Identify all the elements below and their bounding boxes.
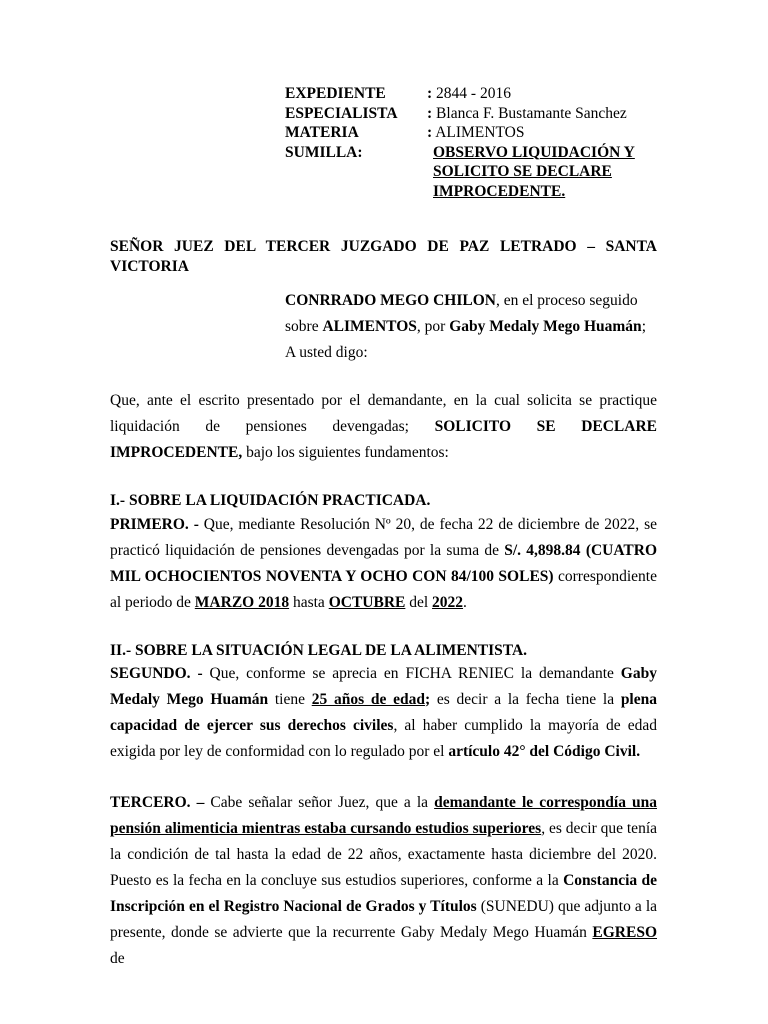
expediente-row: EXPEDIENTE : 2844 - 2016 xyxy=(285,85,511,102)
expediente-label: EXPEDIENTE xyxy=(285,85,386,102)
sumilla-label: SUMILLA: xyxy=(285,143,363,161)
especialista-label: ESPECIALISTA xyxy=(285,104,398,122)
primero-paragraph: PRIMERO. - Que, mediante Resolución Nº 20, de fecha 22 de diciembre de 2022, se practicó liquidación de pensiones devengadas por la suma de S/. 4,898.84 (CUATRO MIL OCHOCIENTOS NOVENTA Y OCHO CON 84/100 SOLES) correspondiente al periodo de MARZO 2018 hasta OCTUBRE del 2022. xyxy=(110,516,658,611)
section-heading-2: II.- SOBRE LA SITUACIÓN LEGAL DE LA ALIMENTISTA. xyxy=(110,642,528,659)
opening-paragraph: Que, ante el escrito presentado por el demandante, en la cual solicita se practique liquidación de pensiones devengadas; SOLICITO SE DECLARE IMPROCEDENTE, bajo los siguientes fundamentos: xyxy=(110,392,657,461)
sumilla-row xyxy=(285,143,685,202)
materia-label: MATERIA xyxy=(285,124,359,141)
materia-value: ALIMENTOS xyxy=(432,124,525,141)
intro-paragraph: CONRRADO MEGO CHILON, en el proceso seguido sobre ALIMENTOS, por Gaby Medaly Mego Huamán; A usted digo: xyxy=(285,292,646,361)
tercero-paragraph: TERCERO. – Cabe señalar señor Juez, que a la demandante le correspondía una pensión alimenticia mientras estaba cursando estudios superiores, es decir que tenía la condición de tal hasta la edad de 22 años, exactamente hasta diciembre del 2020. Puesto es la fecha en la concluye sus estudios superiores, conforme a la Constancia de Inscripción en el Registro Nacional de Grados y Títulos (SUNEDU) que adjunto a la presente, donde se advierte que la recurrente Gaby Medaly Mego Huamán EGRESO de xyxy=(110,794,658,967)
sumilla-value: OBSERVO LIQUIDACIÓN Y SOLICITO SE DECLARE IMPROCEDENTE. xyxy=(433,143,635,200)
case-header xyxy=(285,84,685,201)
litigant-name: CONRRADO MEGO CHILON xyxy=(285,292,496,309)
expediente-value: 2844 - 2016 xyxy=(432,85,511,102)
especialista-value: Blanca F. Bustamante Sanchez xyxy=(432,104,627,122)
materia-row: MATERIA : ALIMENTOS xyxy=(285,124,525,141)
especialista-row: ESPECIALISTA : Blanca F. Bustamante Sanchez xyxy=(285,104,627,122)
segundo-paragraph: SEGUNDO. - Que, conforme se aprecia en FICHA RENIEC la demandante Gaby Medaly Mego Huamán tiene 25 años de edad; es decir a la fecha tiene la plena capacidad de ejercer sus derechos civiles, al haber cumplido la mayoría de edad exigida por ley de conformidad con lo regulado por el artículo 42° del Código Civil. xyxy=(110,665,657,760)
addressee: SEÑOR JUEZ DEL TERCER JUZGADO DE PAZ LETRADO – SANTA VICTORIA xyxy=(110,238,657,275)
section-heading-1: I.- SOBRE LA LIQUIDACIÓN PRACTICADA. xyxy=(110,492,431,509)
